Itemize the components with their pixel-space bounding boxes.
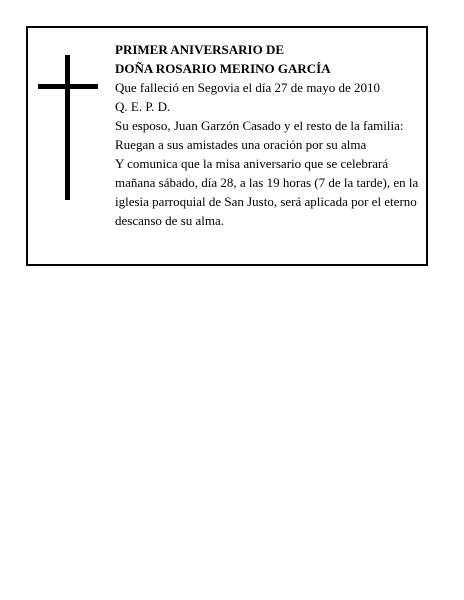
qepd: Q. E. P. D. [115, 99, 171, 114]
mass-info: Y comunica que la misa aniversario que se celebrará mañana sábado, día 28, a las 19 horas (7 de la tarde), en la iglesia parroquial de San Justo, será aplicada por el eterno descanso de su alma. [115, 156, 419, 228]
obituary-notice [26, 26, 428, 266]
cross-horizontal-bar [38, 84, 98, 89]
notice-heading-line-1: PRIMER ANIVERSARIO DE [115, 42, 285, 57]
death-info: Que falleció en Segovia el día 27 de mayo de 2010 [115, 80, 380, 95]
cross-vertical-bar [65, 55, 70, 200]
notice-heading-line-2: DOÑA ROSARIO MERINO GARCÍA [115, 61, 331, 76]
prayer-request: Ruegan a sus amistades una oración por su alma [115, 137, 367, 152]
cross-icon [38, 55, 98, 200]
notice-text [115, 40, 421, 230]
family-line: Su esposo, Juan Garzón Casado y el resto de la familia: [115, 118, 404, 133]
